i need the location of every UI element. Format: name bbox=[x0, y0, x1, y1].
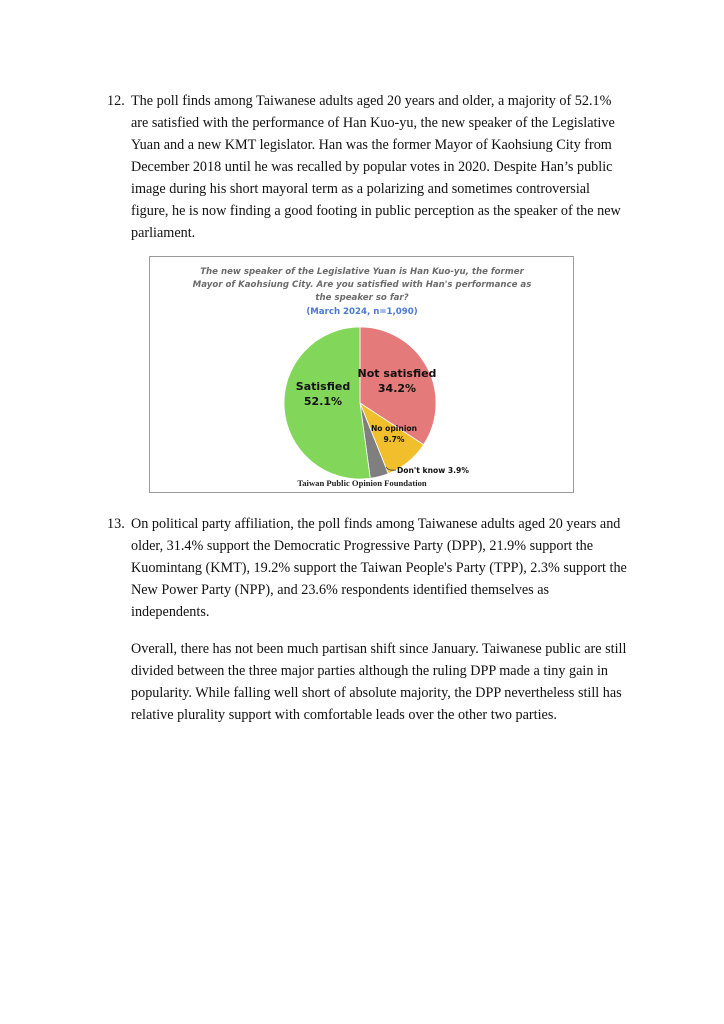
chart-title-line-3: the speaker so far? bbox=[315, 293, 409, 303]
slice-label-not-satisfied: Not satisfied bbox=[357, 367, 437, 380]
pie-chart bbox=[149, 256, 574, 493]
slice-label-no-opinion: No opinion bbox=[370, 424, 418, 433]
slice-value-not-satisfied: 34.2% bbox=[377, 382, 417, 395]
pie-chart-svg bbox=[150, 257, 575, 494]
item-text: On political party affiliation, the poll finds among Taiwanese adults aged 20 years and older, 31.4% support the Democratic Progressive Party (DPP), 21.9% support the Kuomintang (KMT), 19.2% support the Taiwan People's Party (TPP), 2.3% support the New Power Party (NPP), and 23.6% respondents identified themselves as independents. bbox=[131, 516, 627, 620]
numbered-item-12 bbox=[107, 90, 627, 244]
slice-value-satisfied: 52.1% bbox=[303, 395, 343, 408]
slice-label-dont-know bbox=[397, 466, 469, 475]
chart-source: Taiwan Public Opinion Foundation bbox=[297, 478, 427, 488]
slice-label-satisfied: Satisfied bbox=[295, 380, 351, 393]
slice-value-no-opinion: 9.7% bbox=[383, 435, 405, 444]
dont-know-value: 3.9% bbox=[447, 466, 469, 475]
item-text: The poll finds among Taiwanese adults aged 20 years and older, a majority of 52.1% are satisfied with the performance of Han Kuo-yu, the new speaker of the Legislative Yuan and a new KMT legislator. Han was the former Mayor of Kaohsiung City from December 2018 until he was recalled by popular votes in 2020. Despite Han’s public image during his short mayoral term as a polarizing and sometimes controversial figure, he is now finding a good footing in public perception as the speaker of the new parliament. bbox=[131, 93, 621, 241]
chart-title-line-1: The new speaker of the Legislative Yuan is Han Kuo-yu, the former bbox=[200, 267, 524, 277]
item-number: 13. bbox=[107, 516, 125, 532]
body-paragraph: Overall, there has not been much partisan shift since January. Taiwanese public are still divided between the three major parties although the ruling DPP made a tiny gain in popularity. While falling well short of absolute majority, the DPP nevertheless still has relative plurality support with comfortable leads over the other two parties. bbox=[131, 641, 627, 723]
item-number: 12. bbox=[107, 93, 125, 109]
numbered-item-13 bbox=[107, 513, 627, 623]
chart-subtitle: (March 2024, n=1,090) bbox=[306, 307, 418, 317]
dont-know-label: Don't know bbox=[397, 466, 446, 475]
chart-title-line-2: Mayor of Kaohsiung City. Are you satisfied with Han's performance as bbox=[192, 280, 532, 290]
